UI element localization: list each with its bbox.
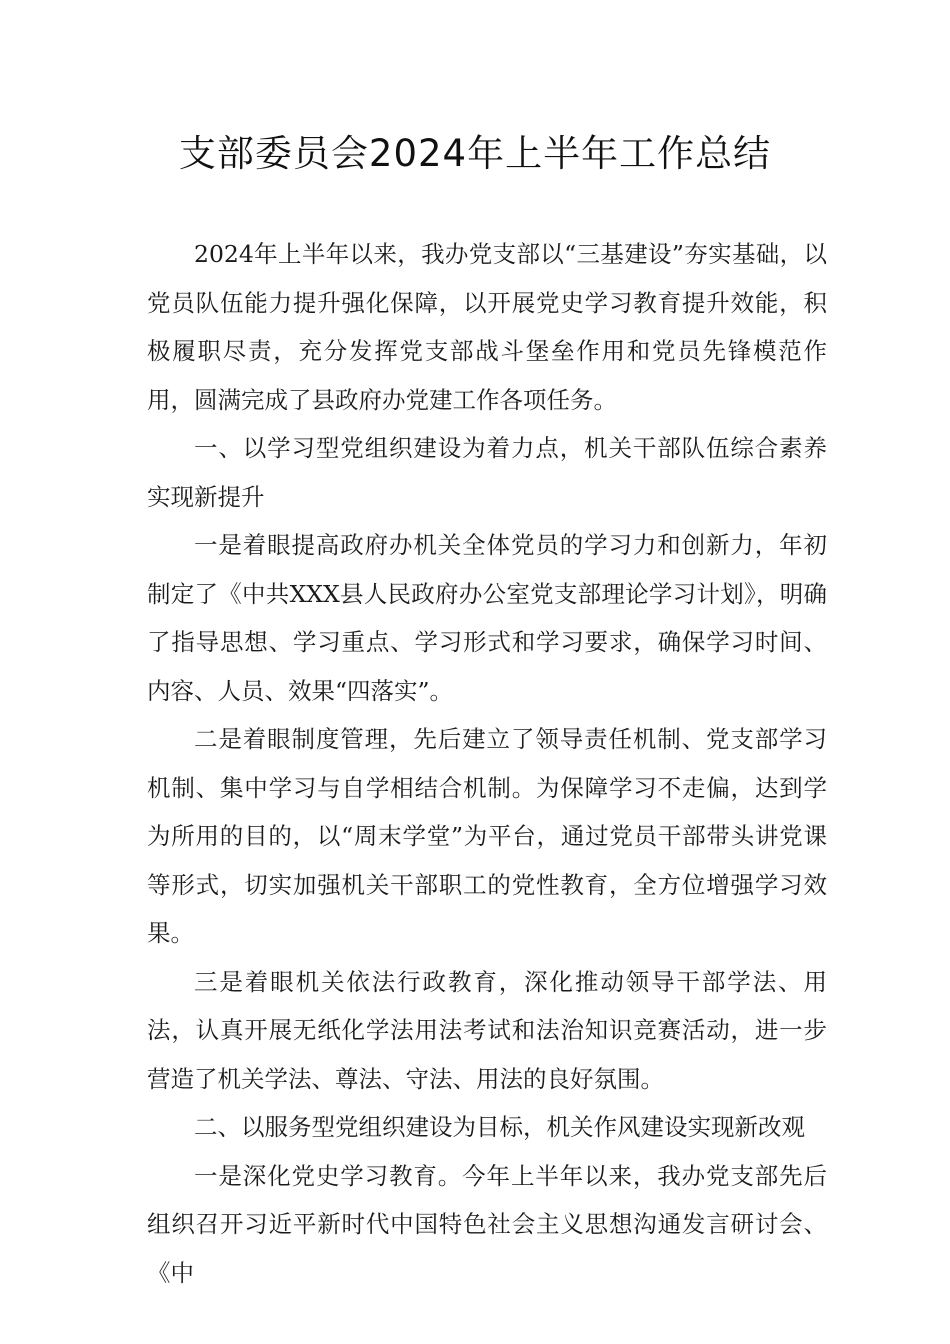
paragraph-1-1: 一是着眼提高政府办机关全体党员的学习力和创新力，年初制定了《中共XXX县人民政府办公室党支部理论学习计划》，明确了指导思想、学习重点、学习形式和学习要求，确保学习时间、内容、人员、效果“四落实”。 bbox=[147, 531, 827, 705]
section-heading-1: 一、以学习型党组织建设为着力点，机关干部队伍综合素养实现新提升 bbox=[147, 434, 827, 511]
document-title: 支部委员会2024年上半年工作总结 bbox=[178, 132, 772, 175]
paragraph-2-1: 一是深化党史学习教育。今年上半年以来，我办党支部先后组织召开习近平新时代中国特色社会主义思想沟通发言研讨会、《中 bbox=[147, 1161, 827, 1287]
document-body bbox=[147, 230, 827, 1297]
paragraph-1-3: 三是着眼机关依法行政教育，深化推动领导干部学法、用法，认真开展无纸化学法用法考试和法治知识竞赛活动，进一步营造了机关学法、尊法、守法、用法的良好氛围。 bbox=[147, 967, 827, 1093]
paragraph-1-2: 二是着眼制度管理，先后建立了领导责任机制、党支部学习机制、集中学习与自学相结合机制。为保障学习不走偏，达到学为所用的目的，以“周末学堂”为平台，通过党员干部带头讲党课等形式，切实加强机关干部职工的党性教育，全方位增强学习效果。 bbox=[147, 725, 827, 947]
paragraph-intro: 2024年上半年以来，我办党支部以“三基建设”夯实基础，以党员队伍能力提升强化保障，以开展党史学习教育提升效能，积极履职尽责，充分发挥党支部战斗堡垒作用和党员先锋模范作用，圆满完成了县政府办党建工作各项任务。 bbox=[147, 240, 827, 414]
section-heading-2: 二、以服务型党组织建设为目标，机关作风建设实现新改观 bbox=[194, 1113, 805, 1141]
